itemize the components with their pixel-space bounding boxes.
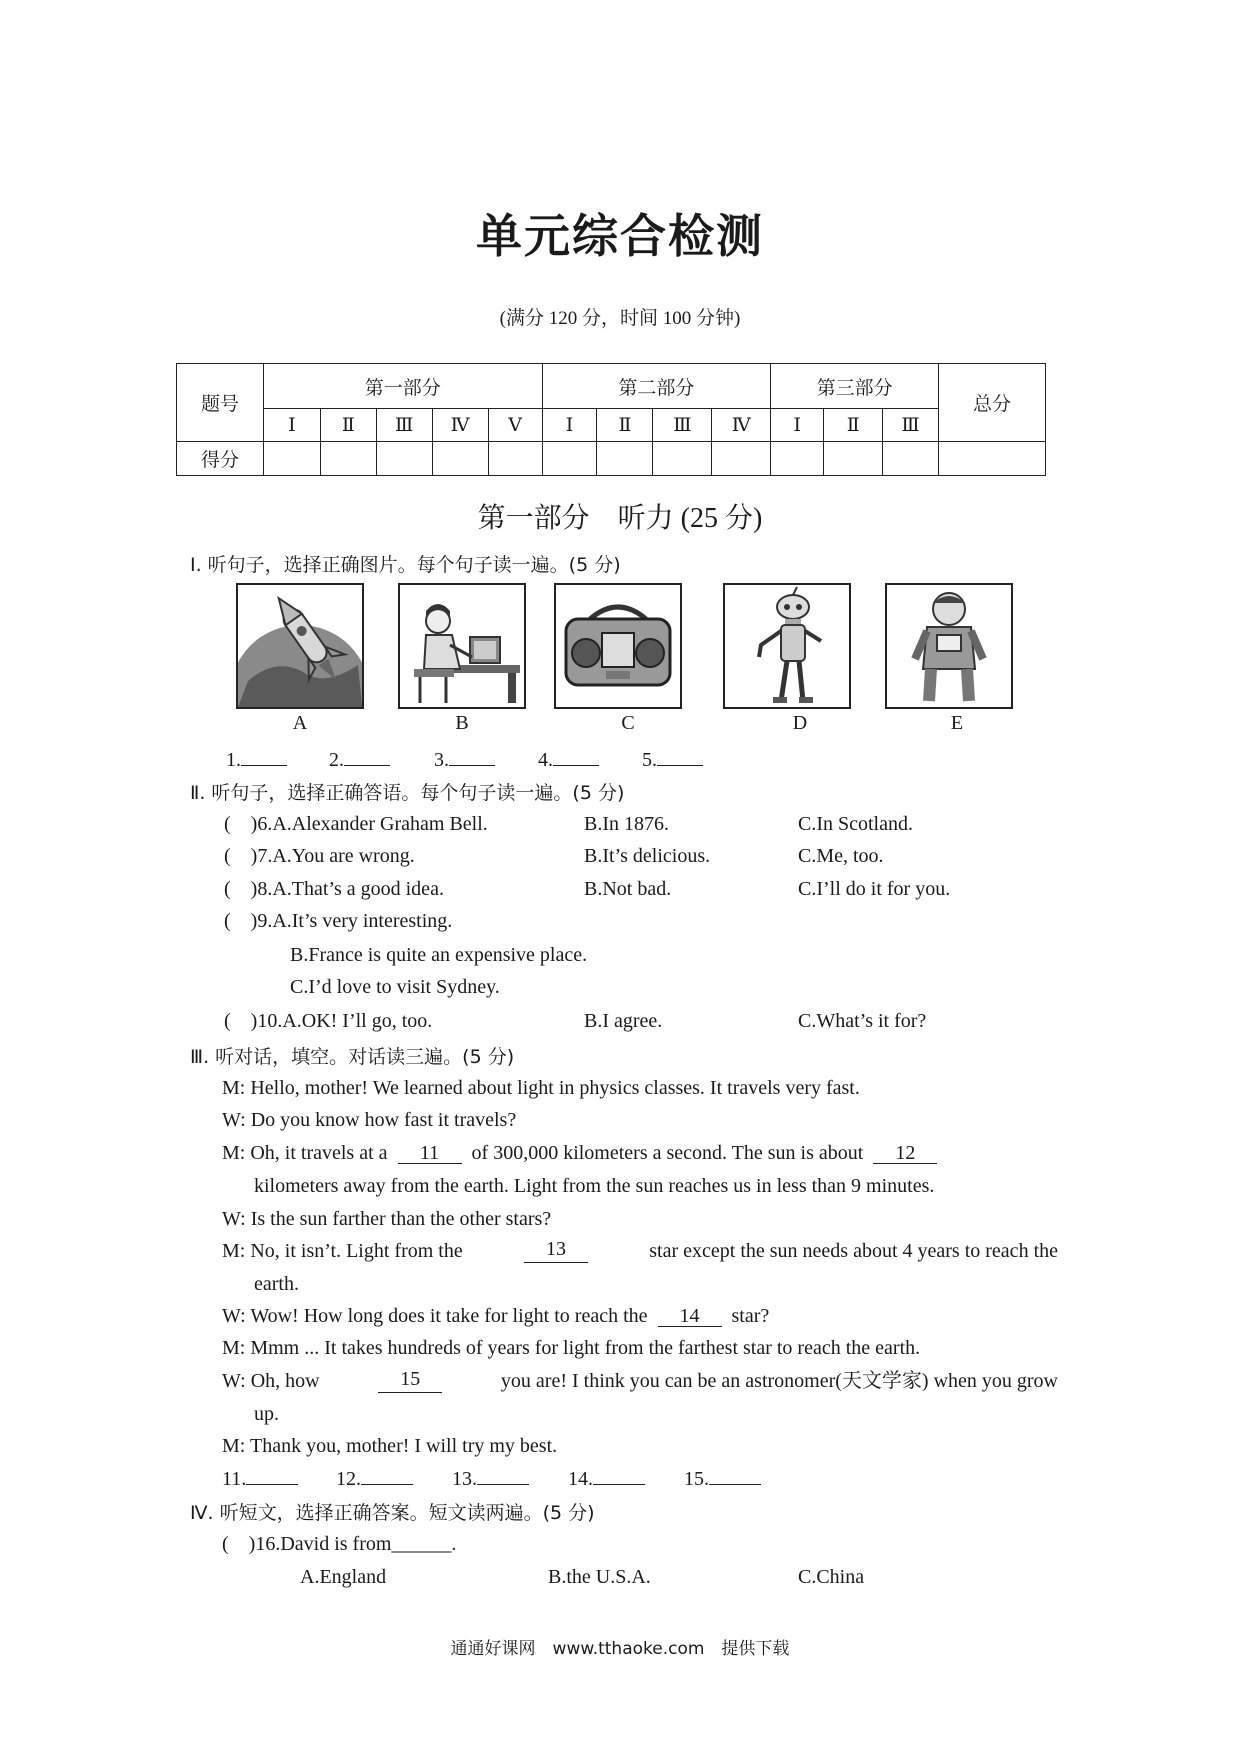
answer-blank[interactable]: 5. — [642, 748, 703, 772]
score-cell[interactable] — [824, 442, 883, 476]
option-text: C.I’d love to visit Sydney. — [290, 976, 500, 998]
table-col: Ⅰ — [263, 409, 320, 442]
section-title: 第一部分 听力 (25 分) — [477, 503, 763, 534]
answer-blank[interactable]: 1. — [226, 748, 287, 772]
picture-label-d: D — [792, 712, 808, 734]
dialogue-line: W: Do you know how fast it travels? — [222, 1109, 517, 1131]
option-text: B.In 1876. — [584, 813, 669, 835]
table-col: Ⅱ — [597, 409, 653, 442]
picture-label-e: E — [950, 712, 964, 734]
score-cell[interactable] — [432, 442, 488, 476]
blank-13[interactable]: 13 — [524, 1239, 588, 1263]
option-text: B.France is quite an expensive place. — [290, 944, 588, 966]
score-cell[interactable] — [653, 442, 712, 476]
option-text: ( )8.A.That’s a good idea. — [224, 878, 444, 900]
dialogue-line: W: Oh, how 15 you are! I think you can be an astronomer(天文学家) when you grow — [222, 1368, 1058, 1392]
table-col: Ⅳ — [432, 409, 488, 442]
part1-header: 第一部分 — [263, 364, 542, 409]
dialogue-line: W: Wow! How long does it take for light to reach the 14 star? — [222, 1305, 770, 1327]
score-cell[interactable] — [771, 442, 824, 476]
score-cell[interactable] — [263, 442, 320, 476]
dialogue-line: up. — [254, 1403, 279, 1425]
answer-blank[interactable]: 12. — [336, 1467, 413, 1491]
picture-label-a: A — [292, 712, 308, 734]
table-col: Ⅲ — [883, 409, 939, 442]
blank-12[interactable]: 12 — [873, 1143, 937, 1164]
astronaut-icon — [885, 583, 1013, 709]
option-text: B.It’s delicious. — [584, 845, 711, 867]
dialogue-line: M: Mmm ... It takes hundreds of years for light from the farthest star to reach the earth. — [222, 1337, 921, 1359]
dialogue-line: W: Is the sun farther than the other stars? — [222, 1208, 552, 1230]
blank-15[interactable]: 15 — [378, 1369, 442, 1393]
score-cell[interactable] — [712, 442, 771, 476]
dialogue-line: M: Thank you, mother! I will try my best. — [222, 1435, 558, 1457]
dialogue-line: M: No, it isn’t. Light from the 13 star except the sun needs about 4 years to reach the — [222, 1238, 1058, 1262]
option-text: C.What’s it for? — [798, 1010, 927, 1032]
dialogue-line: M: Oh, it travels at a 11 of 300,000 kilometers a second. The sun is about 12 — [222, 1141, 937, 1165]
option-text: C.I’ll do it for you. — [798, 878, 951, 900]
total-header: 总分 — [939, 364, 1046, 442]
table-col: Ⅳ — [712, 409, 771, 442]
option-text: ( )6.A.Alexander Graham Bell. — [224, 813, 488, 835]
footer-watermark: 通通好课网 www.tthaoke.com 提供下载 — [450, 1639, 790, 1659]
answer-blank[interactable]: 3. — [434, 748, 495, 772]
rocket-planet-icon — [236, 583, 364, 709]
option-text: C.China — [798, 1566, 865, 1588]
option-text: ( )9.A.It’s very interesting. — [224, 910, 453, 932]
woman-computer-icon — [398, 583, 526, 709]
table-col: Ⅲ — [653, 409, 712, 442]
question-heading-3: Ⅲ. 听对话，填空。对话读三遍。(5 分) — [190, 1046, 515, 1068]
score-table — [176, 363, 1046, 476]
option-text: B.Not bad. — [584, 878, 672, 900]
question-heading-2: Ⅱ. 听句子，选择正确答语。每个句子读一遍。(5 分) — [190, 782, 625, 804]
option-text: B.the U.S.A. — [548, 1566, 651, 1588]
dialogue-line: kilometers away from the earth. Light from the sun reaches us in less than 9 minutes. — [254, 1175, 935, 1197]
part3-header: 第三部分 — [771, 364, 939, 409]
blank-14[interactable]: 14 — [658, 1306, 722, 1327]
option-text: B.I agree. — [584, 1010, 663, 1032]
question-heading-4: Ⅳ. 听短文，选择正确答案。短文读两遍。(5 分) — [190, 1502, 595, 1524]
table-col: Ⅲ — [376, 409, 432, 442]
dialogue-line: earth. — [254, 1273, 299, 1295]
score-row-label: 得分 — [177, 442, 264, 476]
answer-blank[interactable]: 2. — [329, 748, 390, 772]
option-text: A.England — [300, 1566, 387, 1588]
score-cell[interactable] — [488, 442, 542, 476]
score-cell[interactable] — [597, 442, 653, 476]
option-text: C.Me, too. — [798, 845, 884, 867]
table-col: Ⅰ — [542, 409, 597, 442]
robot-icon — [723, 583, 851, 709]
option-text: ( )10.A.OK! I’ll go, too. — [224, 1010, 433, 1032]
page-title: 单元综合检测 — [476, 209, 764, 263]
answer-blank[interactable]: 15. — [684, 1467, 761, 1491]
dialogue-line: M: Hello, mother! We learned about light in physics classes. It travels very fast. — [222, 1077, 860, 1099]
picture-label-b: B — [455, 712, 469, 734]
score-cell[interactable] — [320, 442, 376, 476]
score-cell[interactable] — [883, 442, 939, 476]
table-col: Ⅴ — [488, 409, 542, 442]
answer-blank[interactable]: 13. — [452, 1467, 529, 1491]
question-heading-1: Ⅰ. 听句子，选择正确图片。每个句子读一遍。(5 分) — [190, 554, 621, 576]
picture-label-c: C — [621, 712, 635, 734]
table-col: Ⅱ — [824, 409, 883, 442]
option-text: ( )7.A.You are wrong. — [224, 845, 415, 867]
question-16: ( )16.David is from______. — [222, 1533, 457, 1555]
answer-blank[interactable]: 4. — [538, 748, 599, 772]
question-number-header: 题号 — [177, 364, 264, 442]
score-cell[interactable] — [376, 442, 432, 476]
score-cell[interactable] — [542, 442, 597, 476]
radio-icon — [554, 583, 682, 709]
answer-blank[interactable]: 11. — [222, 1467, 298, 1491]
exam-info: (满分 120 分，时间 100 分钟) — [499, 308, 741, 329]
table-col: Ⅱ — [320, 409, 376, 442]
table-col: Ⅰ — [771, 409, 824, 442]
blank-11[interactable]: 11 — [398, 1143, 462, 1164]
option-text: C.In Scotland. — [798, 813, 913, 835]
part2-header: 第二部分 — [542, 364, 771, 409]
answer-blank[interactable]: 14. — [568, 1467, 645, 1491]
score-cell-total[interactable] — [939, 442, 1046, 476]
